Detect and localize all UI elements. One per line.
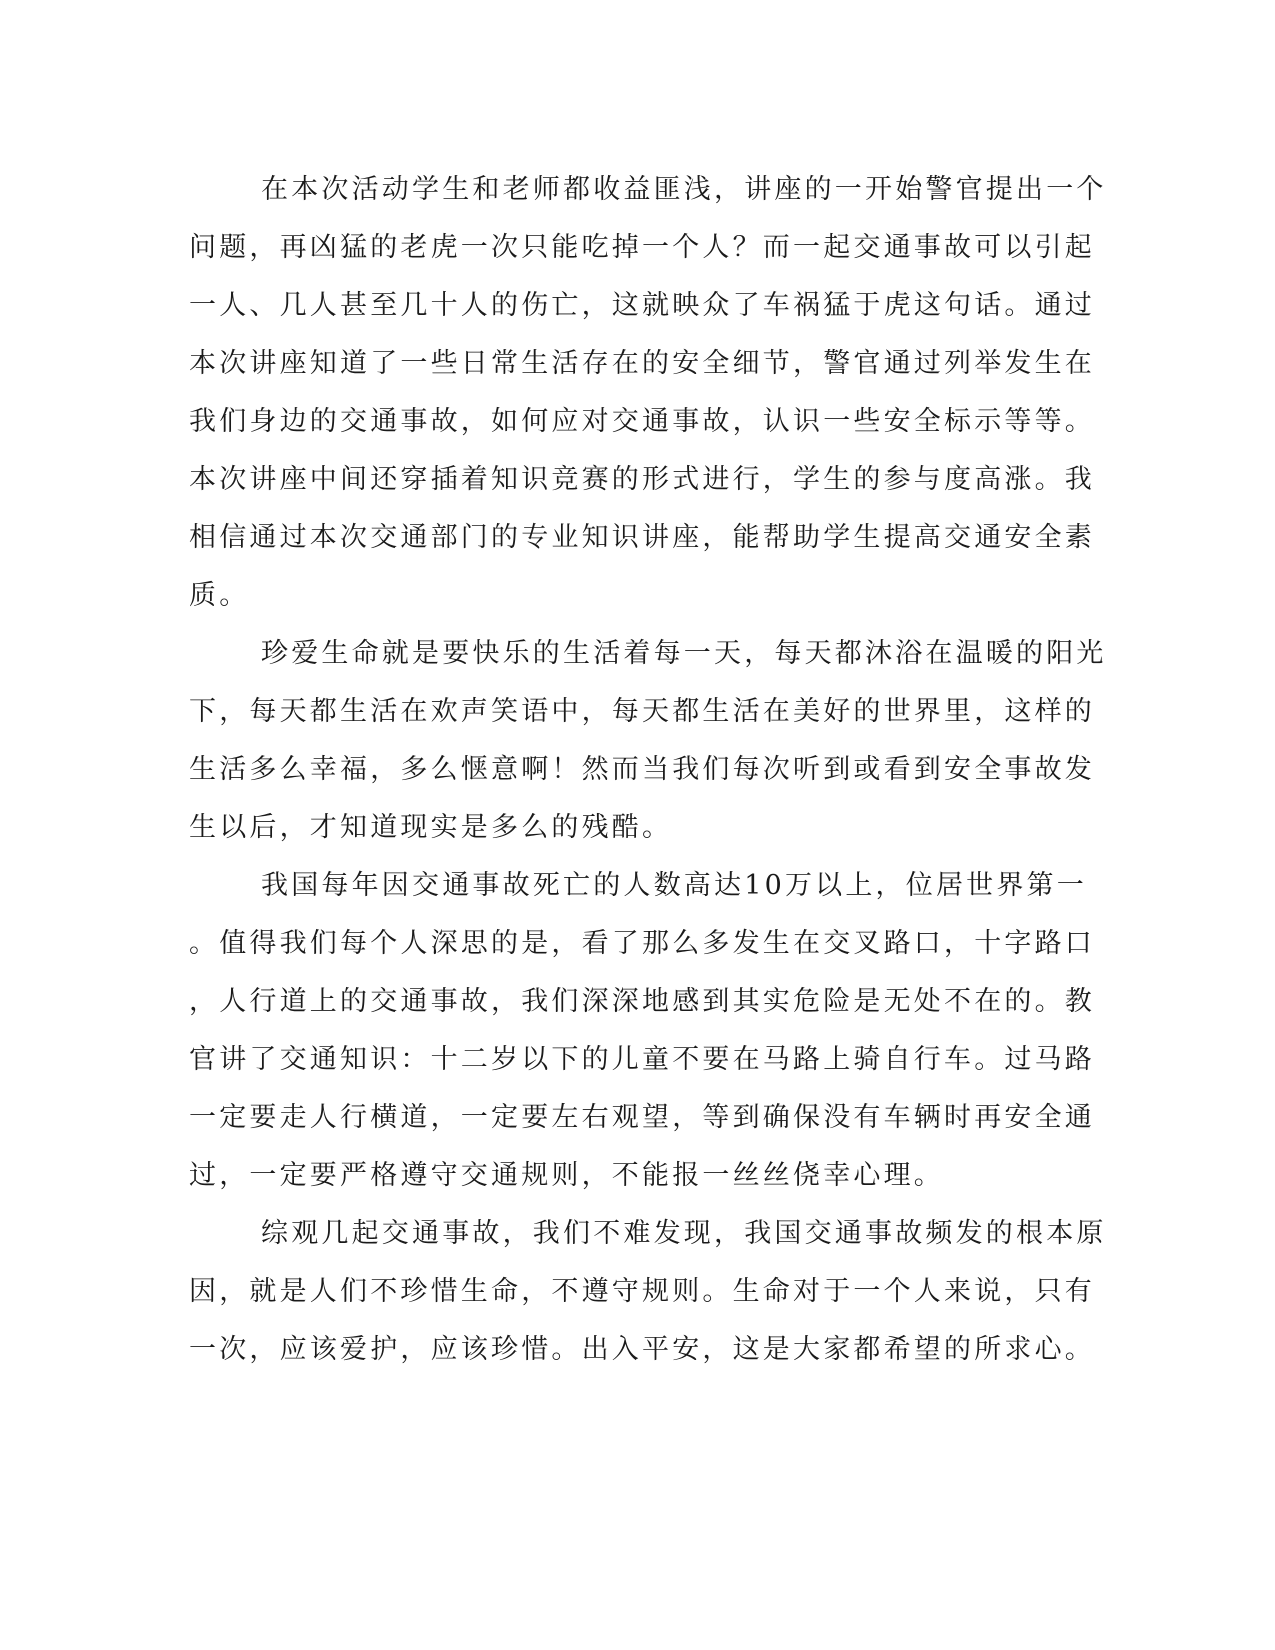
paragraph-1 — [189, 161, 1107, 625]
paragraph-3 — [189, 857, 1095, 1205]
text-line: 官讲了交通知识：十二岁以下的儿童不要在马路上骑自行车。过马路 — [189, 1044, 1095, 1075]
paragraph-4 — [189, 1205, 1107, 1379]
text-line: 我们身边的交通事故，如何应对交通事故，认识一些安全标示等等。 — [189, 406, 1095, 437]
text-line: 生活多么幸福，多么惬意啊！然而当我们每次听到或看到安全事故发 — [189, 754, 1095, 785]
text-line: 因，就是人们不珍惜生命，不遵守规则。生命对于一个人来说，只有 — [189, 1276, 1095, 1307]
text-line: 过，一定要严格遵守交通规则，不能报一丝丝侥幸心理。 — [189, 1160, 944, 1191]
text-line: 本次讲座知道了一些日常生活存在的安全细节，警官通过列举发生在 — [189, 348, 1095, 379]
text-line: 我国每年因交通事故死亡的人数高达10万以上，位居世界第一 — [261, 870, 1087, 901]
text-line: 珍爱生命就是要快乐的生活着每一天，每天都沐浴在温暖的阳光 — [261, 638, 1107, 669]
text-line: 问题，再凶猛的老虎一次只能吃掉一个人？而一起交通事故可以引起 — [189, 232, 1095, 263]
text-line: 一人、几人甚至几十人的伤亡，这就映众了车祸猛于虎这句话。通过 — [189, 290, 1095, 321]
text-line: 下，每天都生活在欢声笑语中，每天都生活在美好的世界里，这样的 — [189, 696, 1095, 727]
text-line: ，人行道上的交通事故，我们深深地感到其实危险是无处不在的。教 — [189, 986, 1095, 1017]
text-line: 相信通过本次交通部门的专业知识讲座，能帮助学生提高交通安全素 — [189, 522, 1095, 553]
text-line: 生以后，才知道现实是多么的残酷。 — [189, 812, 673, 843]
text-line: 一定要走人行横道，一定要左右观望，等到确保没有车辆时再安全通 — [189, 1102, 1095, 1133]
paragraph-2 — [189, 625, 1107, 857]
text-line: 在本次活动学生和老师都收益匪浅，讲座的一开始警官提出一个 — [261, 174, 1107, 205]
text-line: 一次，应该爱护，应该珍惜。出入平安，这是大家都希望的所求心。 — [189, 1334, 1095, 1365]
document-body — [189, 161, 1107, 1379]
text-line: 质。 — [189, 580, 250, 611]
text-line: 综观几起交通事故，我们不难发现，我国交通事故频发的根本原 — [261, 1218, 1107, 1249]
text-line: 。值得我们每个人深思的是，看了那么多发生在交叉路口，十字路口 — [189, 928, 1095, 959]
text-line: 本次讲座中间还穿插着知识竞赛的形式进行，学生的参与度高涨。我 — [189, 464, 1095, 495]
